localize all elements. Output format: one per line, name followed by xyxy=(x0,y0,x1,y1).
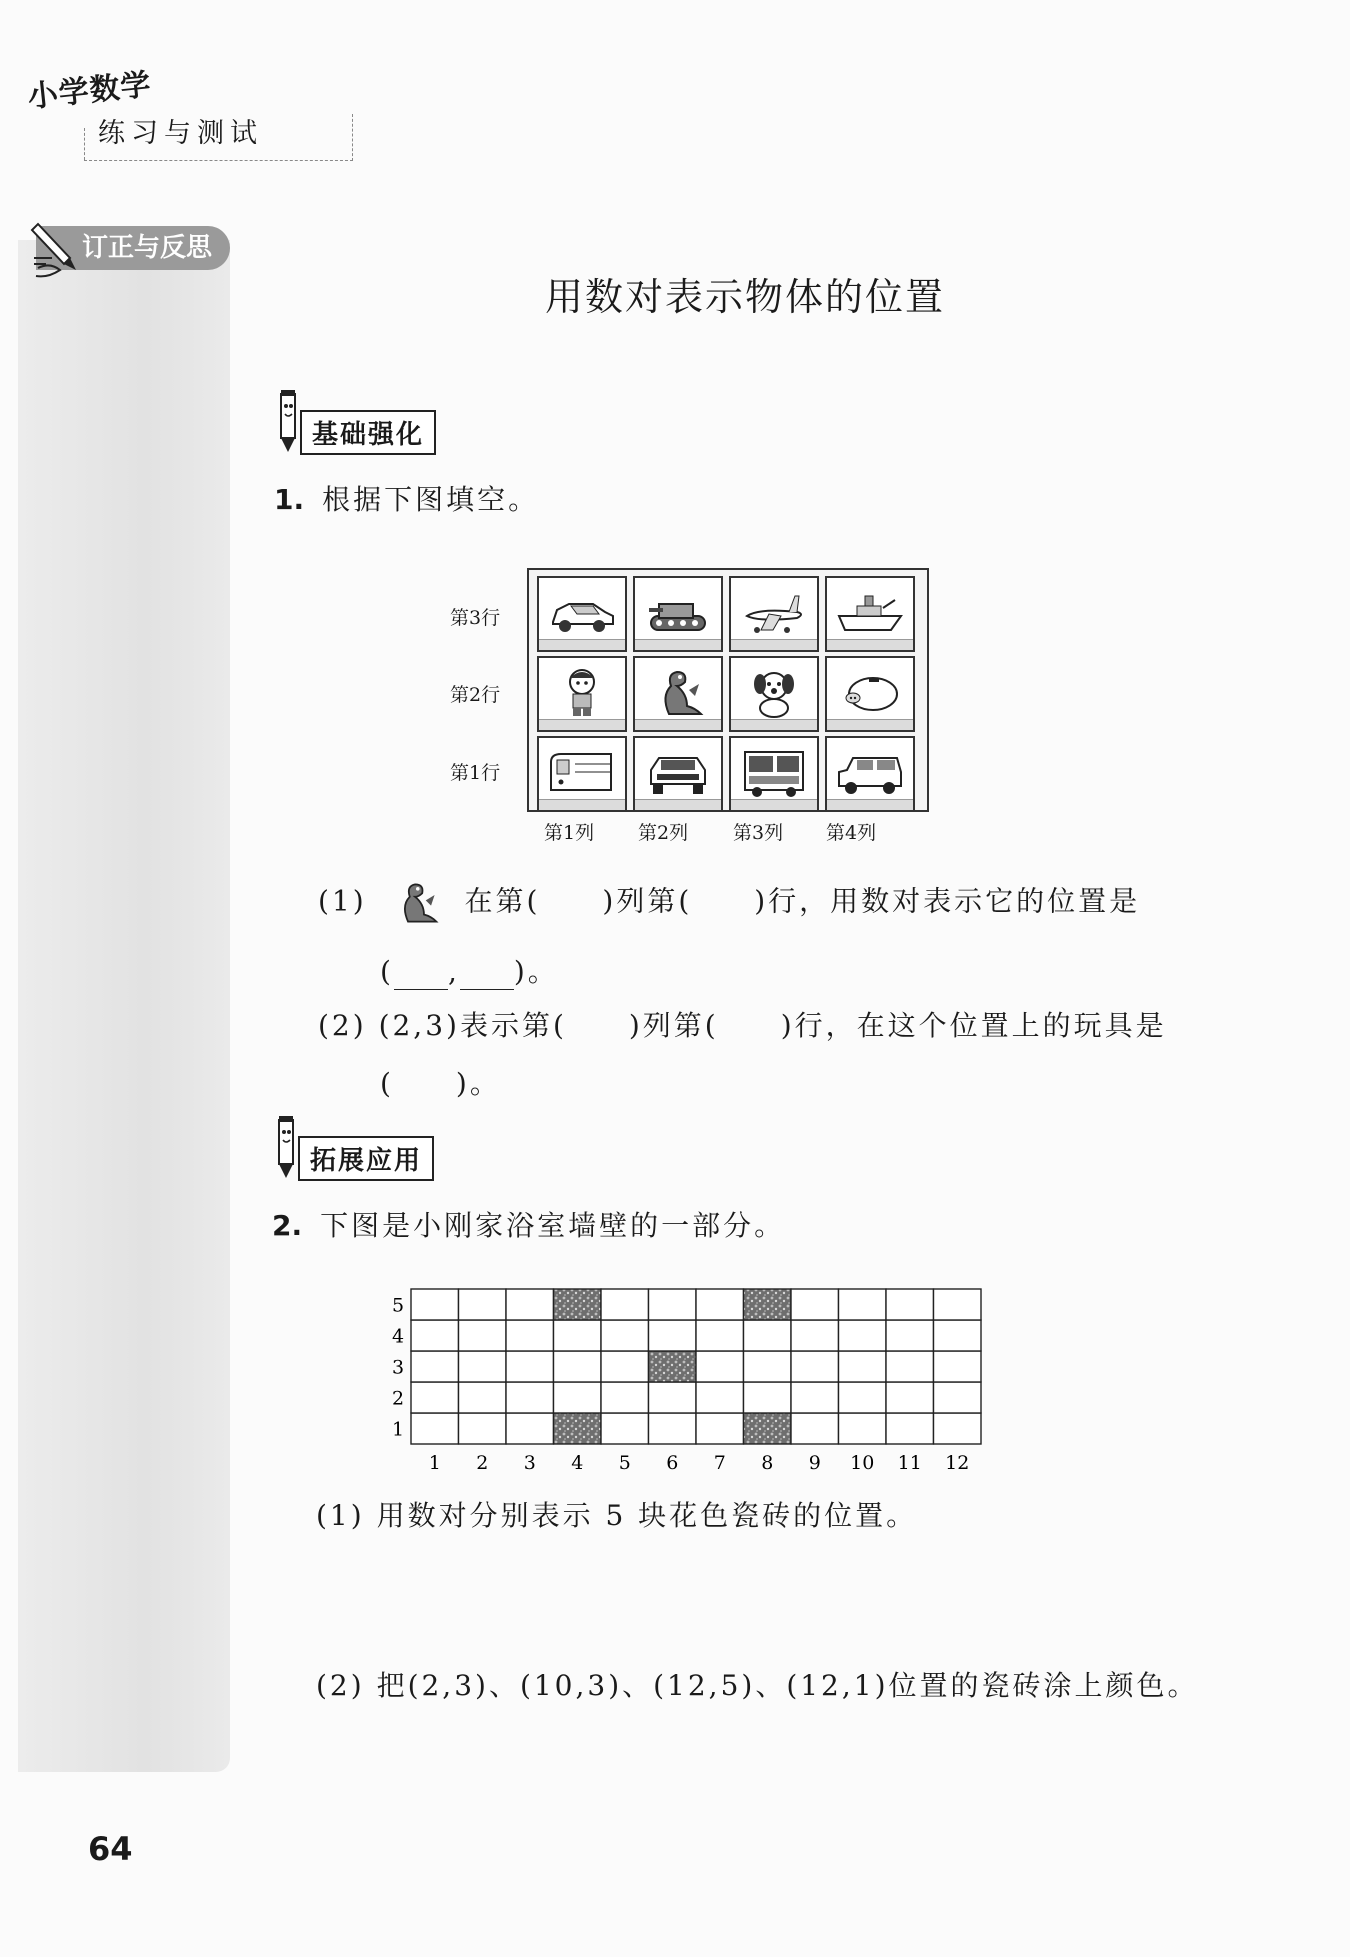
section-basic: 基础强化 xyxy=(300,410,436,455)
q2-text: 下图是小刚家浴室墙壁的一部分。 xyxy=(320,1209,786,1242)
wall-tile xyxy=(506,1320,554,1351)
wall-tile xyxy=(934,1320,982,1351)
page-title: 用数对表示物体的位置 xyxy=(544,275,945,319)
wall-tile xyxy=(601,1351,649,1382)
tank-icon xyxy=(643,586,713,640)
col-label-2: 第2列 xyxy=(638,822,689,844)
wall-tile xyxy=(934,1382,982,1413)
wall-tile xyxy=(601,1289,649,1320)
x-tick-label: 5 xyxy=(618,1452,631,1474)
wall-tile xyxy=(791,1382,839,1413)
x-tick-label: 4 xyxy=(571,1452,584,1474)
page-number: 64 xyxy=(88,1830,133,1868)
q1-sub1-number: (1) xyxy=(318,884,367,918)
q1-sub2-text: (2) (2,3)表示第( )列第( )行，在这个位置上的玩具是 xyxy=(318,1009,1167,1042)
y-tick-label: 2 xyxy=(391,1387,405,1410)
q1-answer-open: ( xyxy=(380,955,394,988)
x-tick-label: 6 xyxy=(666,1452,679,1474)
y-tick-label: 5 xyxy=(391,1294,405,1317)
book-subtitle: 练习与测试 xyxy=(84,114,353,161)
wall-tile xyxy=(791,1351,839,1382)
shelf-cell-c2-r1 xyxy=(633,736,723,812)
wall-tile xyxy=(839,1289,887,1320)
wall-tile xyxy=(506,1289,554,1320)
answer-blank-x[interactable] xyxy=(394,965,448,990)
wall-tile xyxy=(649,1382,697,1413)
wall-tile xyxy=(839,1351,887,1382)
q2-sub1-text: (1) 用数对分别表示 5 块花色瓷砖的位置。 xyxy=(316,1499,918,1532)
wall-tile xyxy=(696,1413,744,1444)
correction-tab: 订正与反思 xyxy=(36,226,230,270)
shelf-cell-c4-r1 xyxy=(825,736,915,812)
wall-tile xyxy=(886,1413,934,1444)
y-tick-label: 3 xyxy=(391,1356,405,1379)
wall-tile xyxy=(886,1382,934,1413)
shelf-cell-c2-r3 xyxy=(633,576,723,652)
patterned-tile xyxy=(744,1289,792,1320)
wall-tile xyxy=(791,1289,839,1320)
patterned-tile xyxy=(554,1413,602,1444)
shelf-cell-c2-r2 xyxy=(633,656,723,732)
puppy-icon xyxy=(739,666,809,720)
wall-tile xyxy=(601,1382,649,1413)
q1-answer-comma: , xyxy=(447,955,460,988)
wall-tile xyxy=(411,1382,459,1413)
wall-tile xyxy=(839,1382,887,1413)
q1-answer-close: )。 xyxy=(513,955,559,988)
wall-tile xyxy=(744,1382,792,1413)
doll-icon xyxy=(547,666,617,720)
bus-icon xyxy=(739,746,809,800)
train-icon xyxy=(547,746,617,800)
x-tick-label: 1 xyxy=(428,1452,441,1474)
airplane-icon xyxy=(739,586,809,640)
wall-tile xyxy=(506,1382,554,1413)
wall-tile xyxy=(649,1320,697,1351)
y-tick-label: 1 xyxy=(391,1418,405,1441)
q1-text: 根据下图填空。 xyxy=(322,483,540,516)
wall-tile xyxy=(791,1320,839,1351)
row-label-3: 第3行 xyxy=(450,607,501,629)
pencil-mascot-icon xyxy=(274,1114,300,1180)
wall-tile xyxy=(459,1320,507,1351)
wall-tile xyxy=(459,1351,507,1382)
patterned-tile xyxy=(744,1413,792,1444)
wall-tile-grid xyxy=(382,1288,992,1478)
jeep-icon xyxy=(643,746,713,800)
wall-tile xyxy=(411,1413,459,1444)
answer-blank-y[interactable] xyxy=(460,965,514,990)
patterned-tile xyxy=(649,1351,697,1382)
x-tick-label: 8 xyxy=(761,1452,774,1474)
wall-tile xyxy=(934,1351,982,1382)
wall-tile xyxy=(601,1413,649,1444)
shelf-cell-c4-r3 xyxy=(825,576,915,652)
shelf-cell-c3-r2 xyxy=(729,656,819,732)
correction-margin xyxy=(18,240,230,1772)
wall-tile xyxy=(744,1320,792,1351)
wall-tile xyxy=(839,1413,887,1444)
wall-tile xyxy=(411,1289,459,1320)
wall-tile xyxy=(744,1351,792,1382)
shelf-cell-c3-r3 xyxy=(729,576,819,652)
car-icon xyxy=(547,586,617,640)
col-label-1: 第1列 xyxy=(544,822,595,844)
pig-icon xyxy=(835,666,905,720)
wall-tile xyxy=(411,1320,459,1351)
col-label-4: 第4列 xyxy=(826,822,877,844)
wall-tile xyxy=(839,1320,887,1351)
wall-tile xyxy=(554,1320,602,1351)
wall-tile xyxy=(696,1351,744,1382)
wall-tile xyxy=(506,1413,554,1444)
wall-tile xyxy=(696,1382,744,1413)
wall-tile xyxy=(601,1320,649,1351)
x-tick-label: 7 xyxy=(713,1452,726,1474)
shelf-cell-c1-r2 xyxy=(537,656,627,732)
wall-tile xyxy=(649,1289,697,1320)
x-tick-label: 12 xyxy=(945,1452,970,1474)
col-label-3: 第3列 xyxy=(733,822,784,844)
wall-tile xyxy=(696,1289,744,1320)
section-extend: 拓展应用 xyxy=(298,1136,434,1181)
x-tick-label: 2 xyxy=(476,1452,489,1474)
ship-icon xyxy=(835,586,905,640)
row-label-1: 第1行 xyxy=(450,762,501,784)
wall-tile xyxy=(411,1351,459,1382)
q1-sub1-text: 在第( )列第( )行，用数对表示它的位置是 xyxy=(464,884,1141,918)
toy-shelf-grid xyxy=(537,576,915,812)
x-tick-label: 11 xyxy=(897,1452,922,1474)
wall-tile xyxy=(791,1413,839,1444)
wall-tile xyxy=(554,1382,602,1413)
wall-tile xyxy=(696,1320,744,1351)
row-label-2: 第2行 xyxy=(450,684,501,706)
wall-tile xyxy=(886,1351,934,1382)
shelf-cell-c3-r1 xyxy=(729,736,819,812)
wall-tile xyxy=(934,1289,982,1320)
wall-tile xyxy=(459,1289,507,1320)
q1-sub2-answer: ( )。 xyxy=(380,1067,501,1100)
shelf-cell-c1-r1 xyxy=(537,736,627,812)
wall-tile xyxy=(649,1413,697,1444)
wall-tile xyxy=(886,1320,934,1351)
wall-tile xyxy=(459,1413,507,1444)
patterned-tile xyxy=(554,1289,602,1320)
dinosaur-icon xyxy=(385,878,447,928)
q2-sub2-text: (2) 把(2,3)、(10,3)、(12,5)、(12,1)位置的瓷砖涂上颜色。 xyxy=(316,1669,1199,1702)
wall-tile xyxy=(886,1289,934,1320)
wall-tile xyxy=(934,1413,982,1444)
shelf-cell-c4-r2 xyxy=(825,656,915,732)
dinosaur-icon xyxy=(643,666,713,720)
wall-tile xyxy=(459,1382,507,1413)
wall-tile xyxy=(554,1351,602,1382)
pencil-mascot-icon xyxy=(276,388,302,454)
x-tick-label: 10 xyxy=(850,1452,875,1474)
suv-icon xyxy=(835,746,905,800)
x-tick-label: 3 xyxy=(523,1452,536,1474)
q2-number: 2. xyxy=(272,1209,303,1242)
book-brand: 小学数学 xyxy=(26,67,154,116)
q1-number: 1. xyxy=(274,483,305,516)
shelf-cell-c1-r3 xyxy=(537,576,627,652)
y-tick-label: 4 xyxy=(391,1325,405,1348)
wall-tile xyxy=(506,1351,554,1382)
x-tick-label: 9 xyxy=(808,1452,821,1474)
